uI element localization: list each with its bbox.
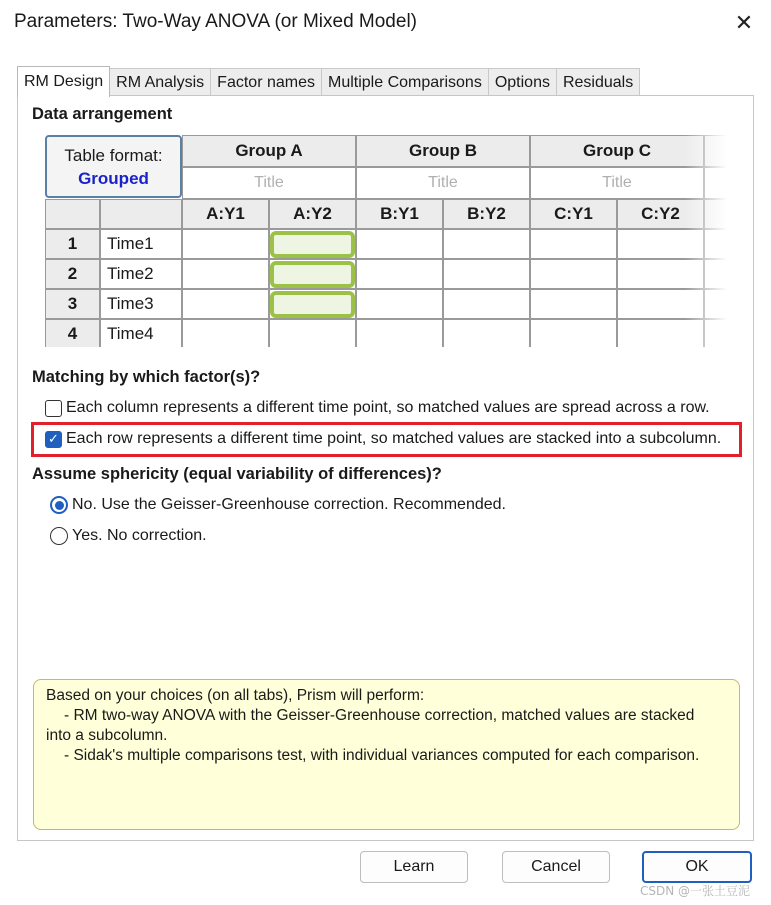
- summary-line-cont: into a subcolumn.: [46, 727, 168, 744]
- row-number: 3: [45, 289, 100, 319]
- data-cell: [443, 319, 530, 347]
- row-name: Time4: [100, 319, 182, 347]
- table-format-label: Table format:: [64, 146, 163, 165]
- subcol-header: B:Y1: [356, 199, 443, 229]
- group-b-title: Title: [356, 167, 530, 199]
- group-b-header: Group B: [356, 135, 530, 167]
- group-c-title: Title: [530, 167, 704, 199]
- data-cell: [182, 229, 269, 259]
- matched-value-marker: [270, 231, 355, 258]
- group-a-header: Group A: [182, 135, 356, 167]
- checkbox-checked-icon[interactable]: ✓: [45, 431, 62, 448]
- matched-value-marker: [270, 291, 355, 318]
- summary-intro: Based on your choices (on all tabs), Prism will perform:: [46, 687, 425, 704]
- tab-multiple-comparisons[interactable]: Multiple Comparisons: [322, 68, 489, 96]
- tab-options[interactable]: Options: [489, 68, 557, 96]
- data-cell: [530, 319, 617, 347]
- sphericity-option-yes-label: Yes. No correction.: [72, 527, 207, 544]
- matching-option-columns[interactable]: [45, 399, 710, 417]
- data-cell: [443, 229, 530, 259]
- highlight-annotation: [31, 422, 742, 457]
- torn-edge: [685, 135, 731, 347]
- data-cell: [182, 319, 269, 347]
- rowtitle-header: [100, 199, 182, 229]
- data-cell: [356, 229, 443, 259]
- subcol-header: A:Y1: [182, 199, 269, 229]
- data-arrangement-diagram: [45, 135, 731, 347]
- row-name: Time3: [100, 289, 182, 319]
- cancel-button[interactable]: Cancel: [502, 851, 610, 883]
- analysis-summary: [33, 679, 740, 830]
- title-bar: [0, 0, 771, 46]
- checkbox-unchecked-icon[interactable]: [45, 400, 62, 417]
- radio-selected-icon[interactable]: [50, 496, 68, 514]
- tab-residuals[interactable]: Residuals: [557, 68, 640, 96]
- data-cell: [443, 289, 530, 319]
- data-cell: [443, 259, 530, 289]
- table-format-value: Grouped: [78, 169, 149, 188]
- data-cell: [356, 319, 443, 347]
- close-icon[interactable]: ✕: [734, 10, 754, 35]
- data-cell: [530, 259, 617, 289]
- sphericity-label: Assume sphericity (equal variability of differences)?: [32, 465, 442, 483]
- radio-unselected-icon[interactable]: [50, 527, 68, 545]
- summary-line: - Sidak's multiple comparisons test, with individual variances computed for each comparison.: [64, 747, 700, 764]
- data-cell: [182, 259, 269, 289]
- summary-line: - RM two-way ANOVA with the Geisser-Greenhouse correction, matched values are stacked: [64, 707, 695, 724]
- row-number: 2: [45, 259, 100, 289]
- sphericity-option-yes[interactable]: [50, 527, 207, 545]
- sphericity-option-no[interactable]: [50, 496, 506, 514]
- learn-button[interactable]: Learn: [360, 851, 468, 883]
- data-cell: [530, 289, 617, 319]
- data-arrangement-label: Data arrangement: [32, 105, 173, 123]
- data-cell: [530, 229, 617, 259]
- row-name: Time1: [100, 229, 182, 259]
- window-title: Parameters: Two-Way ANOVA (or Mixed Model): [14, 11, 417, 32]
- corner-cell: [45, 199, 100, 229]
- sphericity-option-no-label: No. Use the Geisser-Greenhouse correction. Recommended.: [72, 496, 506, 513]
- matching-label: Matching by which factor(s)?: [32, 368, 261, 386]
- matched-value-marker: [270, 261, 355, 288]
- tab-strip: [17, 66, 640, 96]
- row-name: Time2: [100, 259, 182, 289]
- data-cell: [356, 259, 443, 289]
- data-cell: [269, 319, 356, 347]
- group-a-title: Title: [182, 167, 356, 199]
- watermark: CSDN @一张土豆泥: [640, 884, 751, 898]
- row-number: 1: [45, 229, 100, 259]
- row-number: 4: [45, 319, 100, 347]
- data-cell: [182, 289, 269, 319]
- subcol-header: B:Y2: [443, 199, 530, 229]
- matching-option-columns-label: Each column represents a different time point, so matched values are spread across a row.: [66, 399, 710, 416]
- table-format-button[interactable]: [45, 135, 182, 198]
- subcol-header: A:Y2: [269, 199, 356, 229]
- ok-button[interactable]: OK: [642, 851, 752, 883]
- tab-rm-design[interactable]: RM Design: [17, 66, 110, 97]
- tab-rm-analysis[interactable]: RM Analysis: [110, 68, 211, 96]
- group-c-header: Group C: [530, 135, 704, 167]
- data-cell: [356, 289, 443, 319]
- matching-option-rows-label: Each row represents a different time point, so matched values are stacked into a subcolumn.: [66, 430, 722, 447]
- subcol-header: C:Y1: [530, 199, 617, 229]
- tab-factor-names[interactable]: Factor names: [211, 68, 322, 96]
- subcol-header: C:Y2: [617, 199, 704, 229]
